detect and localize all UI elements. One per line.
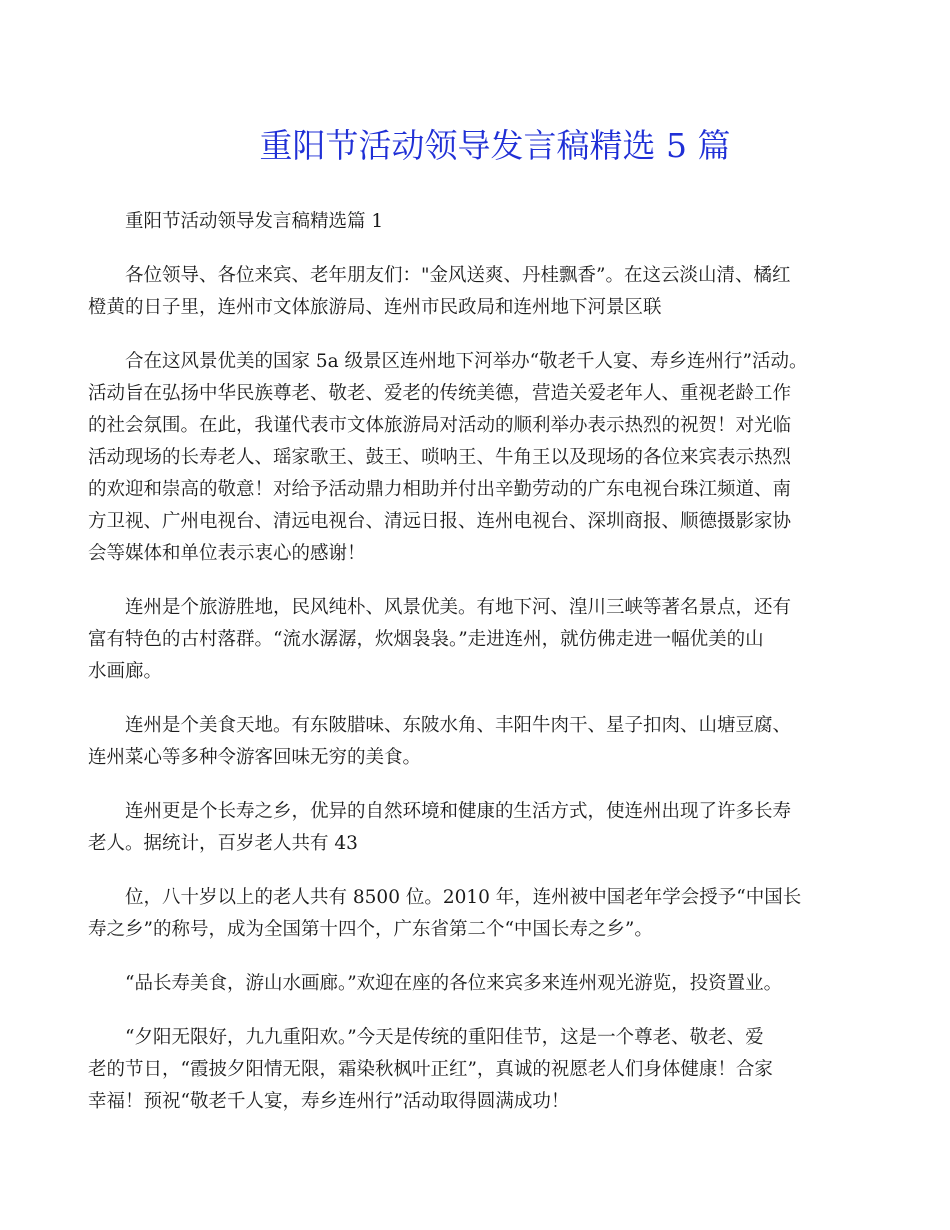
paragraph-line: 连州更是个长寿之乡，优异的自然环境和健康的生活方式，使连州出现了许多长寿: [125, 801, 792, 822]
body-paragraph: [88, 882, 888, 946]
section-heading: [88, 206, 888, 238]
body-paragraph: [88, 260, 888, 324]
paragraph-line: 的社会氛围。在此，我谨代表市文体旅游局对活动的顺利举办表示热烈的祝贺！对光临: [88, 415, 792, 436]
paragraph-line: 各位领导、各位来宾、老年朋友们："金风送爽、丹桂飘香”。在这云淡山清、橘红: [125, 265, 791, 286]
body-paragraph: [88, 592, 888, 688]
body-paragraph: [88, 968, 888, 1000]
paragraph-line: 会等媒体和单位表示衷心的感谢！: [88, 543, 366, 564]
document-title: 重阳节活动领导发言稿精选 5 篇: [259, 126, 731, 165]
body-paragraph: [88, 1022, 888, 1118]
paragraph-line: 重阳节活动领导发言稿精选篇 1: [125, 211, 384, 232]
paragraph-line: 连州是个旅游胜地，民风纯朴、风景优美。有地下河、湟川三峡等著名景点，还有: [125, 597, 792, 618]
paragraph-line: 老人。据统计，百岁老人共有 43: [88, 833, 358, 854]
paragraph-line: 连州是个美食天地。有东陂腊味、东陂水角、丰阳牛肉干、星子扣肉、山塘豆腐、: [125, 715, 792, 736]
body-paragraph: [88, 346, 888, 570]
body-paragraph: [88, 710, 888, 774]
paragraph-line: 寿之乡”的称号，成为全国第十四个，广东省第二个“中国长寿之乡”。: [88, 919, 653, 940]
paragraph-line: “品长寿美食，游山水画廊。”欢迎在座的各位来宾多来连州观光游览，投资置业。: [125, 973, 783, 994]
paragraph-line: 方卫视、广州电视台、清远电视台、清远日报、连州电视台、深圳商报、顺德摄影家协: [88, 511, 792, 532]
paragraph-line: 水画廊。: [88, 661, 163, 682]
paragraph-line: 富有特色的古村落群。“流水潺潺，炊烟袅袅。”走进连州，就仿佛走进一幅优美的山: [88, 629, 764, 650]
paragraph-line: 橙黄的日子里，连州市文体旅游局、连州市民政局和连州地下河景区联: [88, 297, 662, 318]
paragraph-line: 老的节日，“霞披夕阳情无限，霜染秋枫叶正红”，真诚的祝愿老人们身体健康！合家: [88, 1059, 773, 1080]
paragraph-line: 活动现场的长寿老人、瑶家歌王、鼓王、唢呐王、牛角王以及现场的各位来宾表示热烈: [88, 447, 792, 468]
paragraph-line: 幸福！预祝“敬老千人宴，寿乡连州行”活动取得圆满成功！: [88, 1091, 570, 1112]
paragraph-line: 连州菜心等多种令游客回味无穷的美食。: [88, 747, 422, 768]
paragraph-line: 的欢迎和崇高的敬意！对给予活动鼎力相助并付出辛勤劳动的广东电视台珠江频道、南: [88, 479, 792, 500]
paragraph-line: “夕阳无限好，九九重阳欢。”今天是传统的重阳佳节，这是一个尊老、敬老、爱: [125, 1027, 764, 1048]
body-paragraph: [88, 796, 888, 860]
paragraph-line: 位，八十岁以上的老人共有 8500 位。2010 年，连州被中国老年学会授予“中国长: [125, 887, 802, 908]
document-body: [88, 206, 888, 1140]
paragraph-line: 活动旨在弘扬中华民族尊老、敬老、爱老的传统美德，营造关爱老年人、重视老龄工作: [88, 383, 792, 404]
paragraph-line: 合在这风景优美的国家 5a 级景区连州地下河举办“敬老千人宴、寿乡连州行”活动。: [125, 351, 808, 372]
